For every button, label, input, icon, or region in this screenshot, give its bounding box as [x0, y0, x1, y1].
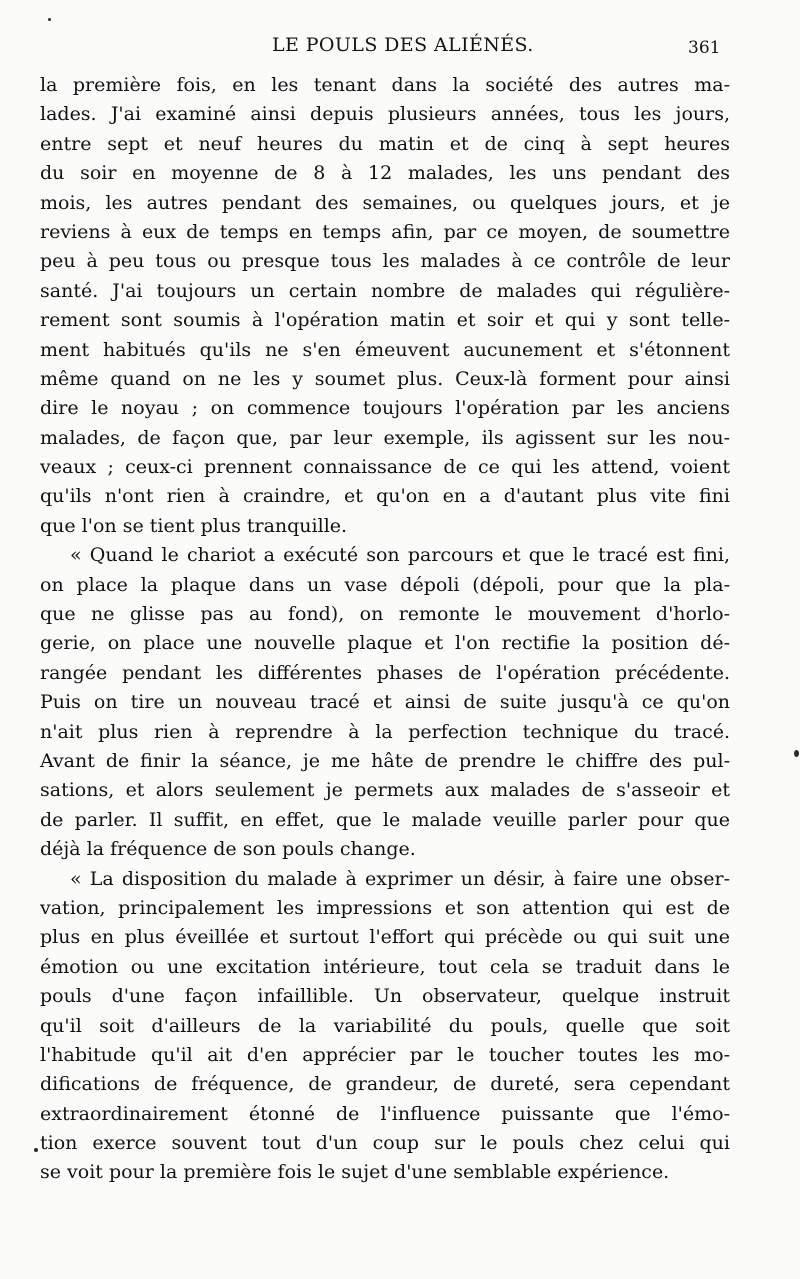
text-line: émotion ou une excitation intérieure, tout cela se traduit dans le	[40, 955, 730, 978]
text-line: « La disposition du malade à exprimer un désir, à faire une obser-	[70, 867, 730, 890]
text-line: rement sont soumis à l'opération matin et soir et qui y sont telle-	[40, 309, 730, 332]
paragraph	[40, 541, 730, 864]
text-line: même quand on ne les y soumet plus. Ceux-là forment pour ainsi	[40, 367, 730, 390]
text-line: Avant de finir la séance, je me hâte de prendre le chiffre des pul-	[40, 749, 730, 772]
text-line: se voit pour la première fois le sujet d'une semblable expérience.	[40, 1161, 670, 1184]
ink-speck	[34, 1148, 38, 1152]
text-line: peu à peu tous ou presque tous les malades à ce contrôle de leur	[40, 250, 730, 273]
text-line: veaux ; ceux-ci prennent connaissance de ce qui les attend, voient	[40, 456, 730, 479]
text-line: extraordinairement étonné de l'influence puissante que l'émo-	[40, 1102, 730, 1125]
text-line: entre sept et neuf heures du matin et de cinq à sept heures	[40, 132, 730, 155]
text-line: gerie, on place une nouvelle plaque et l'on rectifie la position dé-	[40, 632, 730, 655]
text-line: déjà la fréquence de son pouls change.	[40, 838, 416, 861]
text-line: plus en plus éveillée et surtout l'effort qui précède ou qui suit une	[40, 926, 730, 949]
ink-speck	[48, 18, 51, 21]
running-title: LE POULS DES ALIÉNÉS.	[272, 34, 534, 56]
text-line: n'ait plus rien à reprendre à la perfection technique du tracé.	[40, 720, 730, 743]
text-line: la première fois, en les tenant dans la société des autres ma-	[40, 74, 730, 96]
text-line: mois, les autres pendant des semaines, ou quelques jours, et je	[40, 191, 730, 214]
text-line: difications de fréquence, de grandeur, de dureté, sera cependant	[40, 1073, 730, 1096]
paragraph	[40, 71, 730, 541]
text-line: l'habitude qu'il ait d'en apprécier par le toucher toutes les mo-	[40, 1043, 730, 1066]
text-line: dire le noyau ; on commence toujours l'opération par les anciens	[40, 397, 730, 420]
page-number: 361	[688, 38, 721, 58]
text-line: malades, de façon que, par leur exemple, ils agissent sur les nou-	[40, 426, 730, 449]
ink-speck	[794, 750, 799, 757]
text-line: lades. J'ai examiné ainsi depuis plusieurs années, tous les jours,	[40, 103, 730, 126]
paragraph	[40, 865, 730, 1188]
text-line: vation, principalement les impressions et son attention qui est de	[40, 896, 730, 919]
text-line: du soir en moyenne de 8 à 12 malades, les uns pendant des	[40, 162, 730, 185]
text-line: qu'il soit d'ailleurs de la variabilité du pouls, quelle que soit	[40, 1014, 730, 1037]
text-line: on place la plaque dans un vase dépoli (dépoli, pour que la pla-	[40, 573, 730, 596]
text-line: ment habitués qu'ils ne s'en émeuvent aucunement et s'étonnent	[40, 338, 730, 361]
text-line: rangée pendant les différentes phases de l'opération précédente.	[40, 661, 730, 684]
text-line: pouls d'une façon infaillible. Un observateur, quelque instruit	[40, 985, 730, 1008]
text-line: tion exerce souvent tout d'un coup sur le pouls chez celui qui	[40, 1132, 730, 1155]
text-line: que l'on se tient plus tranquille.	[40, 514, 348, 537]
text-line: que ne glisse pas au fond), on remonte le mouvement d'horlo-	[40, 603, 730, 626]
text-line: de parler. Il suffit, en effet, que le malade veuille parler pour que	[40, 808, 730, 831]
text-line: qu'ils n'ont rien à craindre, et qu'on en a d'autant plus vite fini	[40, 485, 730, 508]
text-line: Puis on tire un nouveau tracé et ainsi de suite jusqu'à ce qu'on	[40, 691, 730, 714]
body-text	[40, 71, 730, 1188]
text-line: sations, et alors seulement je permets aux malades de s'asseoir et	[40, 779, 730, 802]
text-line: santé. J'ai toujours un certain nombre de malades qui régulière-	[40, 279, 730, 302]
text-line: « Quand le chariot a exécuté son parcours et que le tracé est fini,	[70, 544, 730, 567]
page-header	[0, 34, 800, 60]
text-line: reviens à eux de temps en temps afin, par ce moyen, de soumettre	[40, 220, 730, 243]
